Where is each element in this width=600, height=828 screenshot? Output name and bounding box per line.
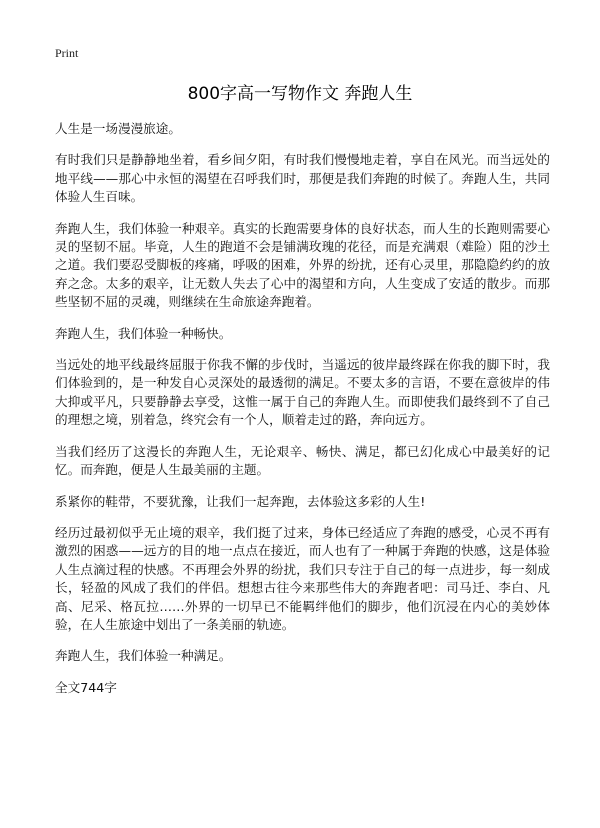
article-paragraph: 当我们经历了这漫长的奔跑人生，无论艰辛、畅快、满足，都已幻化成心中最美好的记忆。而奔跑，便是人生最美丽的主题。	[55, 443, 550, 478]
article-paragraph: 人生是一场漫漫旅途。	[55, 121, 181, 136]
article-body	[55, 120, 550, 697]
article-paragraph: 奔跑人生，我们体验一种满足。	[55, 648, 232, 664]
article-title: 800字高一写物作文 奔跑人生	[187, 84, 413, 104]
article-paragraph: 系紧你的鞋带，不要犹豫，让我们一起奔跑，去体验这多彩的人生!	[55, 493, 426, 509]
article-paragraph: 有时我们只是静静地坐着，看乡间夕阳，有时我们慢慢地走着，享自在风光。而当远处的地平线——那心中永恒的渴望在召呼我们时，那便是我们奔跑的时候了。奔跑人生，共同体验人生百味。	[55, 152, 550, 205]
article-paragraph: 奔跑人生，我们体验一种艰辛。真实的长跑需要身体的良好状态，而人生的长跑则需要心灵的坚韧不屈。毕竟，人生的跑道不会是铺满玫瑰的花径，而是充满艰（难险）阻的沙土之道。我们要忍受脚板的疼痛，呼吸的困难，外界的纷扰，还有心灵里，那隐隐约约的放弃之念。太多的艰辛，让无数人失去了心中的渴望和方向，人生变成了安适的散步。而那些坚韧不屈的灵魂，则继续在生命旅途奔跑着。	[55, 220, 550, 310]
article-paragraph: 经历过最初似乎无止境的艰辛，我们挺了过来，身体已经适应了奔跑的感受，心灵不再有激烈的困惑——远方的目的地一点点在接近，而人也有了一种属于奔跑的快感，这是体验人生点滴过程的快感。不再理会外界的纷扰，我们只专注于自己的每一点进步，每一刻成长，轻盈的风成了我们的伴侣。想想古往今来那些伟大的奔跑者吧：司马迁、李白、凡高、尼采、格瓦拉……外界的一切早已不能羁绊他们的脚步，他们沉浸在内心的美妙体验，在人生旅途中划出了一条美丽的轨迹。	[55, 524, 550, 632]
print-link[interactable]: Print	[55, 46, 79, 60]
article-paragraph: 当远处的地平线最终屈服于你我不懈的步伐时，当遥远的彼岸最终踩在你我的脚下时，我们体验到的，是一种发自心灵深处的最透彻的满足。不要太多的言语，不要在意彼岸的伟大抑或平凡，只要静静去享受，这惟一属于自己的奔跑人生。而即使我们最终到不了自己的理想之境，别着急，终究会有一个人，顺着走过的路，奔向远方。	[55, 357, 550, 428]
article-paragraph: 奔跑人生，我们体验一种畅快。	[55, 325, 232, 341]
word-count: 全文744字	[55, 679, 117, 695]
